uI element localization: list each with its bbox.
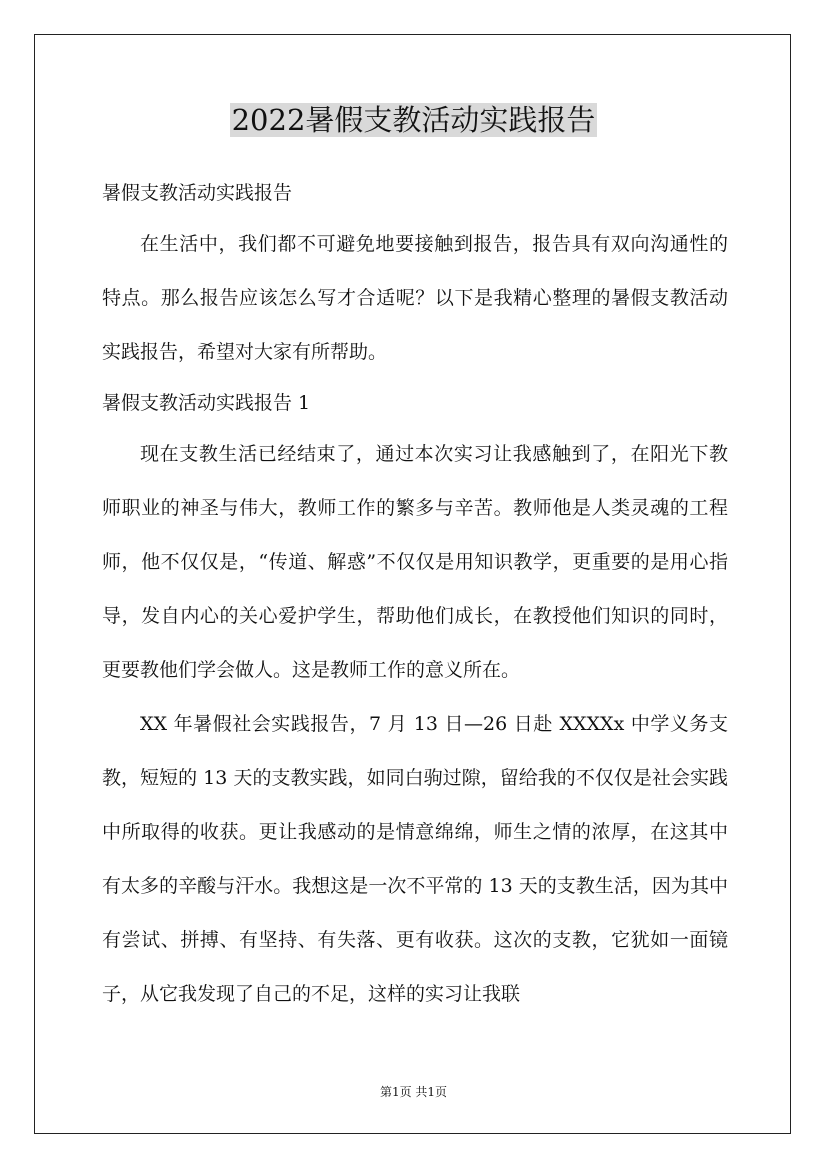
document-body (102, 173, 728, 1021)
section-heading: 暑假支教活动实践报告 (102, 182, 293, 204)
body-paragraph-1: 现在支教生活已经结束了，通过本次实习让我感触到了，在阳光下教师职业的神圣与伟大，教师工作的繁多与辛苦。教师他是人类灵魂的工程师，他不仅仅是，“传道、解惑”不仅仅是用知识教学，更重要的是用心指导，发自内心的关心爱护学生，帮助他们成长，在教授他们知识的同时，更要教他们学会做人。这是教师工作的意义所在。 (102, 443, 728, 681)
intro-paragraph: 在生活中，我们都不可避免地要接触到报告，报告具有双向沟通性的特点。那么报告应该怎么写才合适呢？以下是我精心整理的暑假支教活动实践报告，希望对大家有所帮助。 (102, 233, 728, 363)
document-title (0, 100, 827, 140)
section-heading-1: 暑假支教活动实践报告 1 (102, 392, 311, 414)
page-footer: 第1页 共1页 (379, 1085, 448, 1099)
body-paragraph-2: XX 年暑假社会实践报告，7 月 13 日—26 日赴 XXXXx 中学义务支教，短短的 13 天的支教实践，如同白驹过隙，留给我的不仅仅是社会实践中所取得的收获。更让我感动的是情意绵绵，师生之情的浓厚，在这其中有太多的辛酸与汗水。我想这是一次不平常的 13 天的支教生活，因为其中有尝试、拼搏、有坚持、有失落、更有收获。这次的支教，它犹如一面镜子，从它我发现了自己的不足，这样的实习让我联 (102, 713, 728, 1005)
document-title-text: 2022暑假支教活动实践报告 (231, 103, 596, 137)
